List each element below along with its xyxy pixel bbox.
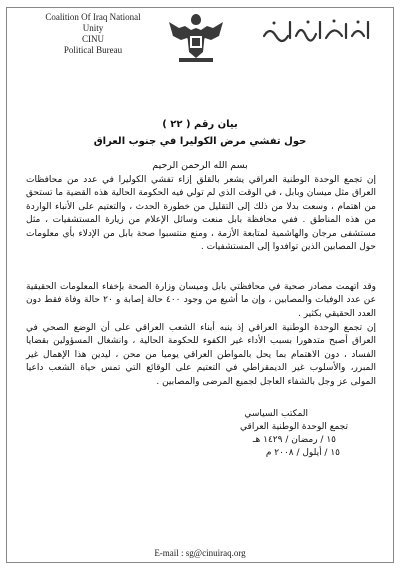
paragraph-2: وقد اتهمت مصادر صحية في محافظتي بابل وميسان وزارة الصحة بإخفاء المعلومات الحقيقية عن عدد الوفيات والمصابين ، وإن ما أشيع من وجود ٤٠٠ حالة إصابة و ٢٠ حالة وفاة فقط دون العدد الحقيقي بكثير . [26,282,376,319]
signature-org: تجمع الوحدة الوطنية العراقي [240,422,348,432]
footer-email: E-mail : sg@cinuiraq.org [154,548,246,558]
letterhead-header [10,8,390,78]
signature-date-gregorian: ١٥ / أيلول / ٢٠٠٨ م [265,448,340,458]
paragraph-1: إن تجمع الوحدة الوطنية العراقي يشعر بالقلق إزاء تفشي الكوليرا في عدد من محافظات العراق مثل ميسان وبابل ، في الوقت الذي لم تولي فيه الحكومة الحالية هذه القضية ما تستحق من اهتمام ، وسعت بدلا من ذلك إلى التقليل من خطورة الحدث ، والتعتيم على الأنباء الواردة من هذه المناطق . ففي محافظة بابل منعت وسائل الإعلام من زيارة المستشفيات ، مثل مستشفى مرجان والهاشمية لمتابعة الأزمة ، ومنع منتسبوا صحة بابل من الإدلاء بأي معلومات حول المصابين الذين توافدوا إلى المستشفيات . [26,175,376,253]
org-department: Political Bureau [63,45,123,55]
statement-number: بيان رقم ( ٢٢ ) [162,119,238,130]
arabic-calligraphy-logo-icon [260,16,378,44]
paragraph-3: إن تجمع الوحدة الوطنية العراقي إذ ينبه أبناء الشعب العراقي على أن الوضع الصحي في العراق أصبح متدهورا بسبب الأداء غير الكفوء للحكومة الحالية ، وانشغال المسؤولين بقضايا الفساد ، دون الاهتمام بما يحل بالمواطن العراقي يوميا من محن ، ليدين هذا الإهمال غير المبرر، والأسلوب غير الديمقراطي في التعتيم على الوقائع التي تمس حياة الشعب داعيا المولى عز وجل بالشفاء العاجل لجميع المرضى والمصابين . [26,323,376,387]
eagle-emblem-icon [165,8,227,66]
signature-block [88,408,348,460]
signature-bureau: المكتب السياسي [244,409,308,419]
signature-date-hijri: ١٥ / رمضان / ١٤٢٩ هـ [252,435,336,445]
statement-subject: حول تفشي مرض الكوليرا في جنوب العراق [93,136,307,147]
org-name-english [38,12,148,56]
basmala: بسم الله الرحمن الرحيم [152,160,248,171]
org-abbreviation: CINU [82,34,104,44]
org-name-line: Coalition Of Iraq National Unity [45,12,141,33]
